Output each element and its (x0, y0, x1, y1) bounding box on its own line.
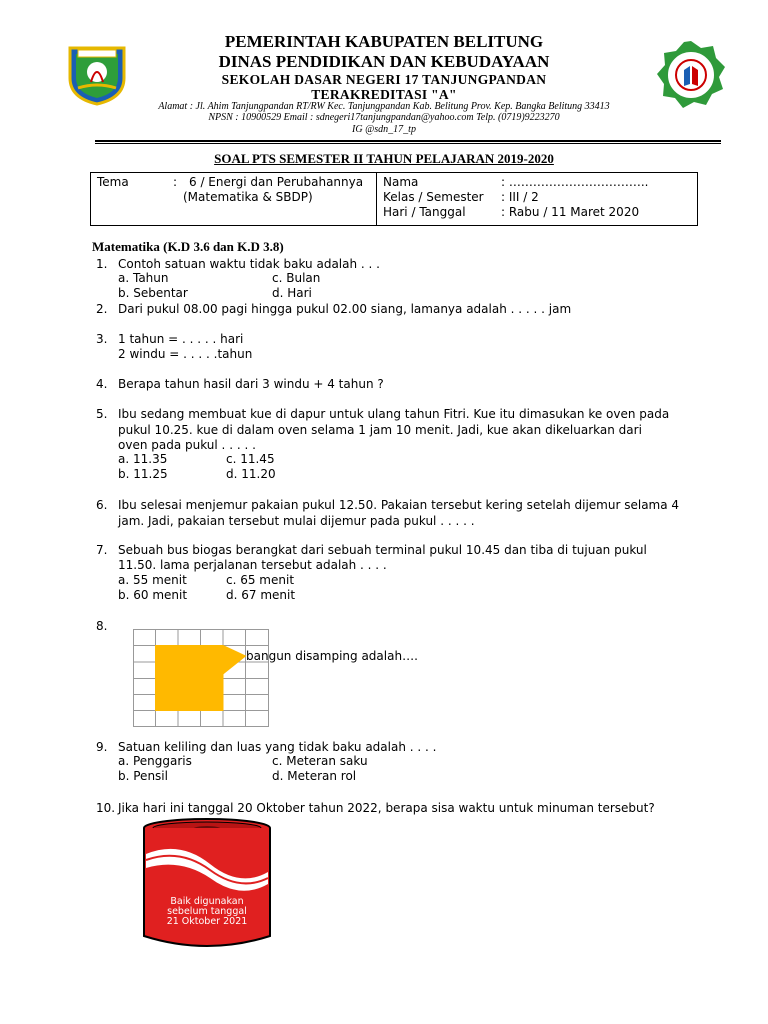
q5-option-a: a. 11.35 (118, 452, 168, 466)
tema-subject: (Matematika & SBDP) (183, 190, 313, 204)
q2-number: 2. (96, 302, 108, 316)
q9-option-d: d. Meteran rol (272, 769, 357, 783)
q5-option-b: b. 11.25 (118, 467, 168, 481)
q9-option-b: b. Pensil (118, 769, 168, 783)
q7-line1: Sebuah bus biogas berangkat dari sebuah terminal pukul 10.45 dan tiba di tujuan pukul (118, 543, 647, 557)
q7-line2: 11.50. lama perjalanan tersebut adalah . . . . (118, 558, 387, 572)
q8-grid-figure (133, 629, 269, 727)
q10-text: Jika hari ini tanggal 20 Oktober tahun 2022, berapa sisa waktu untuk minuman tersebut? (118, 801, 655, 815)
q5-line1: Ibu sedang membuat kue di dapur untuk ulang tahun Fitri. Kue itu dimasukan ke oven pada (118, 407, 670, 421)
q2-text: Dari pukul 08.00 pagi hingga pukul 02.00 siang, lamanya adalah . . . . . jam (118, 302, 572, 316)
q1-option-c: c. Bulan (272, 271, 321, 285)
hari-value: : Rabu / 11 Maret 2020 (501, 205, 640, 219)
q3-line1: 1 tahun = . . . . . hari (118, 332, 244, 346)
q3-line2: 2 windu = . . . . .tahun (118, 347, 253, 361)
q4-number: 4. (96, 377, 108, 391)
header-accreditation: TERAKREDITASI "A" (311, 87, 457, 102)
can-label-line2: sebelum tanggal (167, 906, 247, 917)
q1-option-a: a. Tahun (118, 271, 169, 285)
q10-number: 10. (96, 801, 116, 815)
tema-colon: : (173, 175, 178, 189)
kelas-label: Kelas / Semester (383, 190, 484, 204)
q5-line3: oven pada pukul . . . . . (118, 438, 256, 452)
nama-value: : …………………………….. (501, 175, 649, 189)
school-instagram: IG @sdn_17_tp (352, 124, 416, 135)
q6-line1: Ibu selesai menjemur pakaian pukul 12.50. Pakaian tersebut kering setelah dijemur selama 4 (118, 498, 680, 512)
header-government: PEMERINTAH KABUPATEN BELITUNG (224, 32, 544, 51)
can-label-line1: Baik digunakan (170, 896, 244, 907)
q7-option-c: c. 65 menit (226, 573, 295, 587)
q9-text: Satuan keliling dan luas yang tidak baku adalah . . . . (118, 740, 437, 754)
q7-option-a: a. 55 menit (118, 573, 187, 587)
soda-can-image (140, 818, 274, 952)
header-divider-thin (95, 143, 721, 144)
q6-number: 6. (96, 498, 108, 512)
q6-line2: jam. Jadi, pakaian tersebut mulai dijemur pada pukul . . . . . (118, 514, 475, 528)
q4-text: Berapa tahun hasil dari 3 windu + 4 tahun ? (118, 377, 384, 391)
exam-title: SOAL PTS SEMESTER II TAHUN PELAJARAN 2019-2020 (214, 151, 554, 166)
q5-option-d: d. 11.20 (226, 467, 276, 481)
q5-number: 5. (96, 407, 108, 421)
hari-label: Hari / Tanggal (383, 205, 466, 219)
nama-label: Nama (383, 175, 419, 189)
exam-info-table (90, 172, 698, 226)
header-department: DINAS PENDIDIKAN DAN KEBUDAYAAN (218, 52, 550, 71)
q1-option-d: d. Hari (272, 286, 312, 300)
q8-text: bangun disamping adalah…. (246, 649, 418, 663)
tema-value: 6 / Energi dan Perubahannya (189, 175, 364, 189)
student-cell (377, 173, 698, 226)
q5-line2: pukul 10.25. kue di dalam oven selama 1 jam 10 menit. Jadi, kue akan dikeluarkan dari (118, 423, 642, 437)
school-contact: NPSN : 10900529 Email : sdnegeri17tanjungpandan@yahoo.com Telp. (0719)9223270 (208, 112, 560, 123)
kelas-value: : III / 2 (501, 190, 539, 204)
q5-option-c: c. 11.45 (226, 452, 275, 466)
q1-option-b: b. Sebentar (118, 286, 188, 300)
q1-text: Contoh satuan waktu tidak baku adalah . . . (118, 257, 380, 271)
q7-number: 7. (96, 543, 108, 557)
q1-number: 1. (96, 257, 108, 271)
q9-number: 9. (96, 740, 108, 754)
q3-number: 3. (96, 332, 108, 346)
section-heading: Matematika (K.D 3.6 dan K.D 3.8) (92, 239, 284, 254)
tema-label: Tema (97, 175, 129, 189)
school-address: Alamat : Jl. Ahim Tanjungpandan RT/RW Kec. Tanjungpandan Kab. Belitung Prov. Kep. Bangka Belitung 33413 (158, 101, 610, 112)
tema-cell (91, 173, 377, 226)
q8-number: 8. (96, 619, 108, 633)
header-divider (95, 140, 721, 142)
q7-option-b: b. 60 menit (118, 588, 188, 602)
q9-option-c: c. Meteran saku (272, 754, 368, 768)
q9-option-a: a. Penggaris (118, 754, 192, 768)
header-school: SEKOLAH DASAR NEGERI 17 TANJUNGPANDAN (221, 72, 547, 87)
can-expiry-date: 21 Oktober 2021 (166, 916, 248, 927)
q7-option-d: d. 67 menit (226, 588, 296, 602)
